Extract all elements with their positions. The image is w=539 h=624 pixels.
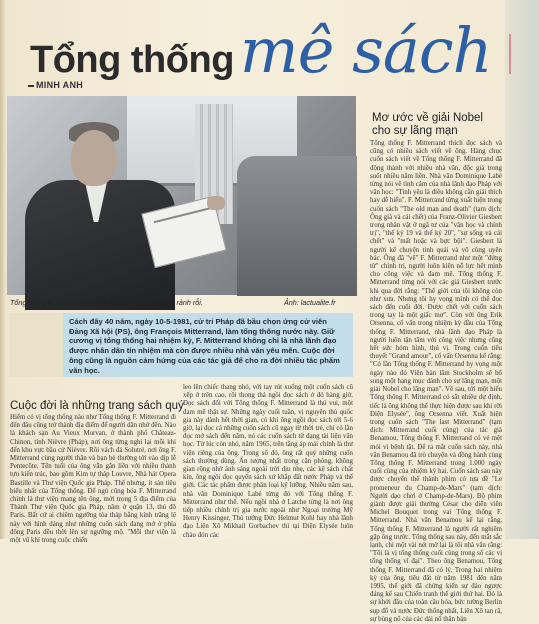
- photo-person-head: [71, 130, 117, 186]
- photo-credit: Ảnh: lactualite.fr: [284, 298, 336, 307]
- right-column-text: [370, 140, 502, 623]
- article-photo: [7, 96, 356, 295]
- sapo-margin: [9, 313, 63, 377]
- adjacent-page-mark: [509, 34, 531, 74]
- left-section-heading: Cuộc đời là những trang sách quý: [10, 400, 184, 412]
- photo-caption: Tổng thống F. Mitterrand tranh thủ đọc sách báo khi rảnh rỗi.: [10, 298, 203, 307]
- byline: MINH ANH: [36, 80, 84, 90]
- sapo-box: Cách đây 40 năm, ngày 10-5-1981, cử tri Pháp đã bầu chọn ứng cử viên Đảng Xã hội (PS), ông François Mitterrand, làm tổng thống nước này. Giữ cương vị tổng thống hai nhiệm kỳ, F. Mitterrand không chỉ là nhà lãnh đạo được nhân dân tín nhiệm mà còn được nhiều nhà văn yêu mến. Cuộc đời ông cũng là nguồn cảm hứng của các tác giả để cho ra đời nhiều tác phẩm văn học.: [63, 313, 353, 377]
- byline-rule: [28, 85, 34, 87]
- headline-part1: Tổng thống: [30, 39, 234, 81]
- right-section-heading-1: Mơ ước về giải Nobel: [372, 112, 483, 124]
- adjacent-page-edge: [505, 0, 539, 539]
- left-column-paragraph: Hiếm có vị tổng thống nào như Tổng thống F. Mitterrand đi đến đâu cũng trở thành địa điểm để người dân nhớ đến. Nào là khách sạn Au Vieux Morvan, ở thành phố Château-Chinon, tỉnh Nièvre (Pháp), nơi ông từng nghỉ lại mỗi khi đến khu vực bầu cử Nièvre. Rồi vách đá Solutré, nơi ông F. Mitterrand cùng người thân và bạn bè thường tới vào dịp lễ Pentecôte. Tên tuổi của ông vẫn gắn liền với nhiều thành tựu kiến trúc, bao gồm Kim tự tháp Louvre, Nhà hát Opera Bastille và Thư viện Quốc gia Pháp. Thế nhưng, ít sản tiêu biểu nhất của Tổng thống. Để ngủ cũng hóa F. Mitterrand chính là thư viện mang tên ông, mới trong 5 địa điểm của Thành Thư viện Quốc gia Pháp, năm ở quận 13, thủ đô Paris. Bất cứ ai chiêm ngưỡng tòa tháp bằng kính trăng lệ này với hình dáng như những cuốn sách đang mở ở phía đông Paris đều thời lên sự ngưỡng mộ. "Mỗi thư viện là một vũ khí trong cuộc chiến: [10, 414, 176, 545]
- right-section-heading-2: cho sự lãng mạn: [372, 125, 458, 137]
- middle-column-paragraph: leo lên chiếc thang nhỏ, với tay rút xuống một cuốn sách cũ xếp ở trên cao, rồi thong thả ngồi đọc sách ở đó hàng giờ. Đọc sách đối với Tổng thống F. Mitterrand là thú vui, một đam mê thật sự. Những ngày cuối tuần, vị nguyên thủ quốc gia này dành hết thời gian, có khi ông ngồi đọc sách tới 5-6 giờ, lại đọc cả những cuốn sách cũ ngay từ thời trẻ, chỉ có lần đọc mở sách đến năm, nó các cuốn sách từ dạng tài liệu văn học. Từ lúc còn nhỏ, năm 1965, trên tầng áp mái chính là thư viện riêng của ông. Trong số đó, ông rất quý những cuốn sách thường dùng. Ấn tượng nhất trong căn phòng, không gian rộng nhờ ánh sáng ngoài trời dịu nhẹ, các kệ sách chất kín, ông ngồi đọc quyển sách xứ khắp đất nước Pháp và thế giới. Các tác phẩm được phân loại kỹ lưỡng. Nhiều năm sau, nhà văn Dominique Labé từng đó với Tổng thống F. Mitterrand như thế. Nếu ngồi nhà ở Latche từng là nơi ông tiếp nhiều chính trị gia nước ngoài như Ngoại trưởng Mỹ Henry Kissinger, Thủ tướng Đức Helmut Kohl hay nhà lãnh đạo Liên Xô Mikhail Gorbachev thì tại Điện Elysée luôn chào đón các: [183, 384, 353, 539]
- photo-seat: [237, 156, 357, 296]
- page-fold-shadow: [0, 0, 6, 539]
- photo-person-hand: [207, 196, 225, 210]
- left-column-text: [10, 414, 176, 545]
- middle-column-text: [183, 384, 353, 539]
- right-column-paragraph: Tổng thống F. Mitterrand thích đọc sách và cũng có nhiều sách viết về ông. Hàng chục cuốn sách viết về Tổng thống F. Mitterrand đã động thành với nhiều nhà văn, độc giả trong suốt nhiều năm liền. Nhà văn Dominique Labé từng nói về tình cảm của nhà lãnh đạo Pháp với văn học: "Tinh yêu là điều không cần giải thích hay dễ hiểu". F. Mitterrand từng xuất hiện trong cuốn sách "The old man and death" (tạm dịch: Ông già và cái chết) của Franz-Olivier Giesbert trong nhân vật ở ngã tư của "văn học và chính trị", "thế kỷ 19 và thế kỷ 20", "sự sống và cái chết" và "mất hoặc và bực bội". Giesbert là người kể chuyện tinh quái và vô cùng uyên bác. Ông đã "vẽ" F. Mitterrand như một "đứng từ" chính trị, người luôn kiên nỗ lực hết mình cho công việc và đam mê. Tổng thống F. Mitterrand từng nói với các giả Giesbert trước khi qua đời rằng: "Thế giới của tôi không còn như xưa. Nhưng tôi hy vọng mình có thể đọc sách đến cuối đời. Được chết với cuốn sách trong tay là một giấc mơ". Còn với ông Erik Orsenna, cố vấn trong nhiệm kỳ đầu của Tổng thống F. Mitterrand, nhà lãnh đạo Pháp là người luôn tận tâm với công việc nhưng cũng hết sức hóm hỉnh, thú vị. Trong cuốn tiểu thuyết "Grand amour", cố vấn Orsenna kể rằng: "Có lần Tổng thống F. Mitterrand hy vọng một ngày nào đó Viện hàn lâm Stockholm sẽ bổ sung một hạng mục dành cho sự lãng mạn, một giải Nobel cho lãng mạn". Về sau, tới một hiếu Tổng thống F. Mitterrand có sắt nhiều dự định, tiếc là ông không thể thực hiện được sau khi rời Điện Elysée", ông Orsenna viết. Xuất hiện trong cuốn sách "The last Mitterrand" (tạm dịch: Mitterrand cuối cùng) của tác giả Benamou, Tổng thống F. Mitterrand có vẻ mệt mỏi vì bệnh tật. Để ra mắt cuốn sách này, nhà văn Benamou đã trò chuyện và đồng hành cùng Tổng thống F. Mitterrand trong 1.000 ngày cuối cùng của nhiệm kỳ hai. Cuốn sách sau này được chuyển thể thành phim có tựa đề "Le promeneur du Champ-de-Mars" (tạm dịch: Người dạo chơi ở Champ-de-Mars). Bộ phim giành được giải thưởng César cho diễn viên Michel Bouquet trong vai Tổng thống F. Mitterrand. Nhà văn Benamou kể lại rằng, Tổng thống F. Mitterrand là người rất nghiêm gặp ông trước. Tổng thống sau này, đến mắt sắc lạnh, chỉ một vài nét mờ lại là tôi nhà văn rằng: "Tôi là vị tổng thống cuối cùng trong số các vị tổng thống vĩ đại". Theo ông Benamou, Tổng thống F. Mitterrand đã có lý. Trong hai nhiệm kỳ của ông, tiêu đất từ năm 1981 đến năm 1995, thế giới đã chứng kiến sự đảo ngược đáng kể sau Chiến tranh thế giới thứ hai. Đó là sự khởi đầu của toàn cầu hóa, bức tường Berlin sụp đổ và nước Đức thống nhất, Liên Xô tan rã, sự bùng nổ của các dải nổ thân bản: [370, 140, 502, 623]
- headline-part2: mê sách: [239, 14, 492, 87]
